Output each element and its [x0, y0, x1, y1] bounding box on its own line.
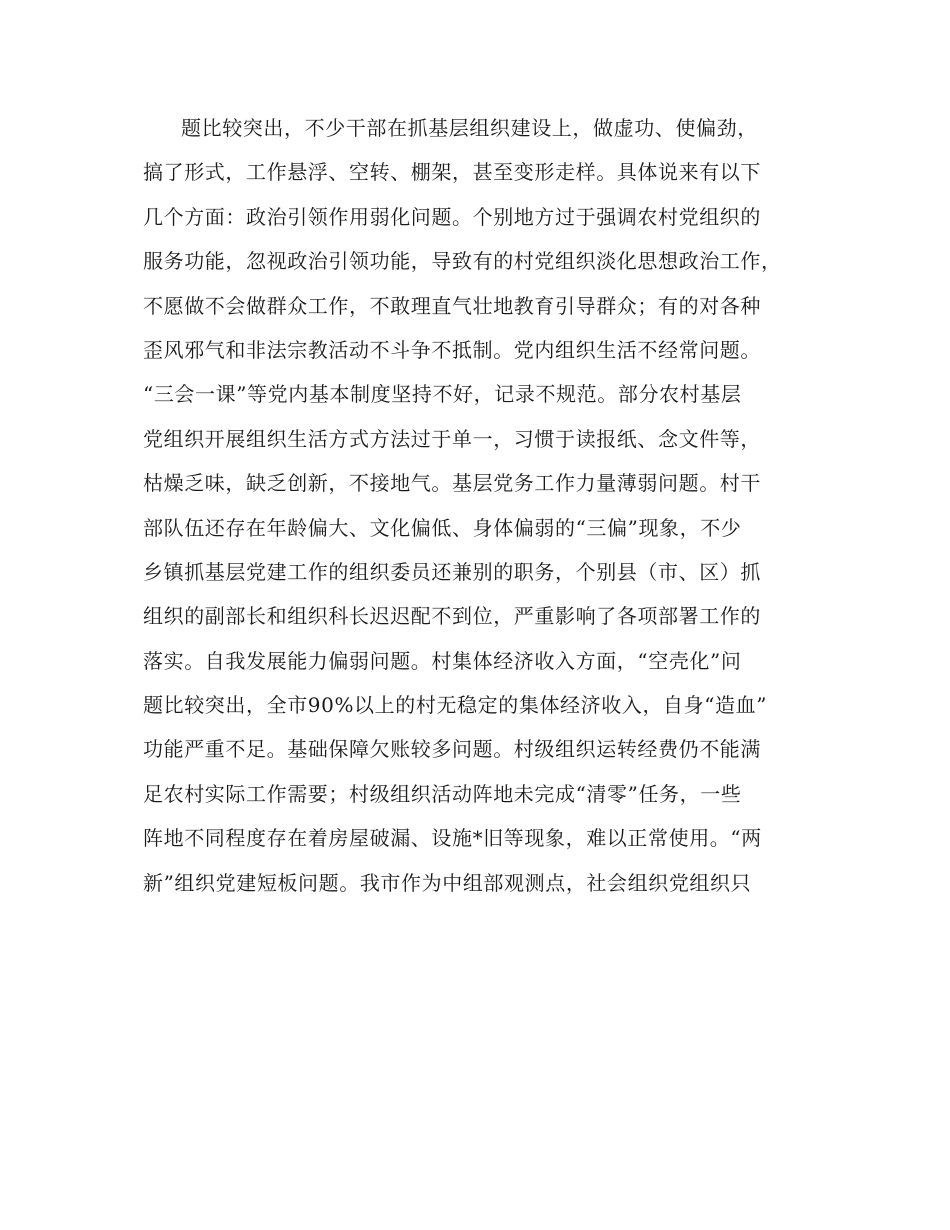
text-line-4: 服务功能，忽视政治引领功能，导致有的村党组织淡化思想政治工作，: [143, 249, 782, 274]
text-line-18: 新”组织党建短板问题。我市作为中组部观测点，社会组织党组织只: [143, 870, 752, 895]
body-paragraph: [143, 106, 813, 905]
text-line-2: 搞了形式，工作悬浮、空转、棚架，甚至变形走样。具体说来有以下: [143, 160, 761, 185]
text-line-12: 组织的副部长和组织科长迟迟配不到位，严重影响了各项部署工作的: [143, 604, 761, 629]
text-line-8: 党组织开展组织生活方式方法过于单一，习惯于读报纸、念文件等，: [143, 426, 761, 451]
text-line-6: 歪风邪气和非法宗教活动不斗争不抵制。党内组织生活不经常问题。: [143, 337, 761, 362]
text-line-15: 功能严重不足。基础保障欠账较多问题。村级组织运转经费仍不能满: [143, 737, 761, 762]
text-line-13: 落实。自我发展能力偏弱问题。村集体经济收入方面，“空壳化”问: [143, 648, 742, 673]
text-line-10: 部队伍还存在年龄偏大、文化偏低、身体偏弱的“三偏”现象，不少: [143, 515, 742, 540]
text-line-11: 乡镇抓基层党建工作的组织委员还兼别的职务，个别县（市、区）抓: [143, 559, 761, 584]
text-line-5: 不愿做不会做群众工作，不敢理直气壮地教育引导群众；有的对各种: [143, 293, 761, 318]
text-line-7: “三会一课”等党内基本制度坚持不好，记录不规范。部分农村基层: [143, 382, 742, 407]
text-line-9: 枯燥乏味，缺乏创新，不接地气。基层党务工作力量薄弱问题。村干: [143, 471, 761, 496]
text-line-16: 足农村实际工作需要；村级组织活动阵地未完成“清零”任务，一些: [143, 781, 742, 806]
text-line-14: 题比较突出，全市90%以上的村无稳定的集体经济收入，自身“造血”: [143, 693, 768, 718]
text-line-3: 几个方面：政治引领作用弱化问题。个别地方过于强调农村党组织的: [143, 204, 761, 229]
text-line-1: 题比较突出，不少干部在抓基层组织建设上，做虚功、使偏劲，: [181, 116, 758, 140]
text-line-17: 阵地不同程度存在着房屋破漏、设施*旧等现象，难以正常使用。“两: [143, 826, 762, 851]
